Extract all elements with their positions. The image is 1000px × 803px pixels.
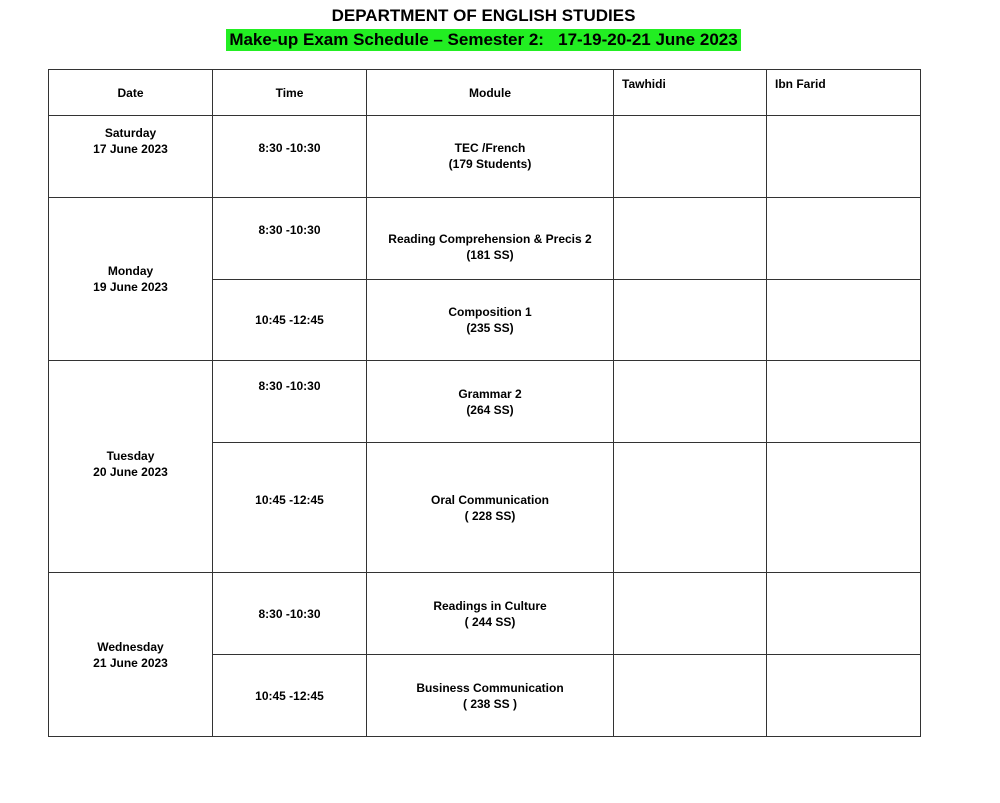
date-cell [49, 116, 213, 198]
student-count: ( 228 SS) [464, 508, 516, 523]
date-cell [49, 573, 213, 737]
day-name: Tuesday [106, 448, 155, 463]
student-count: (264 SS) [466, 402, 514, 417]
time-value: 8:30 -10:30 [258, 222, 321, 237]
module-cell [367, 198, 614, 280]
exam-schedule-table [48, 69, 921, 737]
module-name: Readings in Culture [433, 598, 547, 613]
module-name: Business Communication [416, 680, 564, 695]
date-cell [49, 361, 213, 573]
student-count: ( 238 SS ) [462, 696, 518, 711]
student-count: ( 244 SS) [464, 614, 516, 629]
module-name: Reading Comprehension & Precis 2 [388, 231, 592, 246]
day-date: 17 June 2023 [93, 141, 168, 156]
column-header-ibn-farid: Ibn Farid [767, 70, 921, 116]
module-name: Grammar 2 [458, 386, 522, 401]
module-cell [367, 443, 614, 573]
ibn-farid-cell [767, 116, 921, 198]
column-header-module: Module [367, 70, 614, 116]
time-value: 8:30 -10:30 [258, 606, 321, 621]
time-cell [213, 655, 367, 737]
table-row [49, 573, 921, 655]
module-name: TEC /French [454, 140, 526, 155]
ibn-farid-cell [767, 361, 921, 443]
time-value: 10:45 -12:45 [255, 492, 324, 507]
tawhidi-cell [614, 116, 767, 198]
time-value: 8:30 -10:30 [258, 378, 321, 393]
module-cell [367, 573, 614, 655]
date-cell [49, 198, 213, 361]
tawhidi-cell [614, 655, 767, 737]
tawhidi-cell [614, 280, 767, 361]
subtitle-wrapper [0, 29, 967, 51]
time-value: 10:45 -12:45 [255, 688, 324, 703]
day-date: 19 June 2023 [93, 280, 168, 294]
time-cell [213, 198, 367, 280]
module-name: Oral Communication [430, 492, 549, 507]
time-cell [213, 116, 367, 198]
column-header-tawhidi: Tawhidi [614, 70, 767, 116]
document-title: DEPARTMENT OF ENGLISH STUDIES [331, 6, 636, 25]
ibn-farid-cell [767, 198, 921, 280]
time-value: 8:30 -10:30 [258, 140, 321, 155]
day-name: Monday [107, 264, 154, 278]
column-header-time: Time [213, 70, 367, 116]
ibn-farid-cell [767, 655, 921, 737]
day-date: 21 June 2023 [93, 655, 168, 670]
tawhidi-cell [614, 443, 767, 573]
module-cell [367, 655, 614, 737]
table-row [49, 361, 921, 443]
ibn-farid-cell [767, 443, 921, 573]
tawhidi-cell [614, 198, 767, 280]
time-cell [213, 280, 367, 361]
column-header-date: Date [49, 70, 213, 116]
student-count: (179 Students) [448, 156, 532, 171]
table-row [49, 198, 921, 280]
module-cell [367, 116, 614, 198]
ibn-farid-cell [767, 573, 921, 655]
tawhidi-cell [614, 573, 767, 655]
time-value: 10:45 -12:45 [255, 313, 324, 327]
time-cell [213, 573, 367, 655]
time-cell [213, 443, 367, 573]
module-name: Composition 1 [448, 305, 532, 319]
ibn-farid-cell [767, 280, 921, 361]
student-count: (181 SS) [466, 247, 514, 262]
day-date: 20 June 2023 [93, 464, 168, 479]
module-cell [367, 361, 614, 443]
time-cell [213, 361, 367, 443]
schedule-subtitle: Make-up Exam Schedule – Semester 2: 17-19-20-21 June 2023 [226, 29, 740, 51]
student-count: (235 SS) [466, 321, 514, 335]
day-name: Wednesday [97, 639, 164, 654]
day-name: Saturday [104, 125, 157, 140]
tawhidi-cell [614, 361, 767, 443]
module-cell [367, 280, 614, 361]
header-row [49, 70, 921, 116]
table-row [49, 116, 921, 198]
